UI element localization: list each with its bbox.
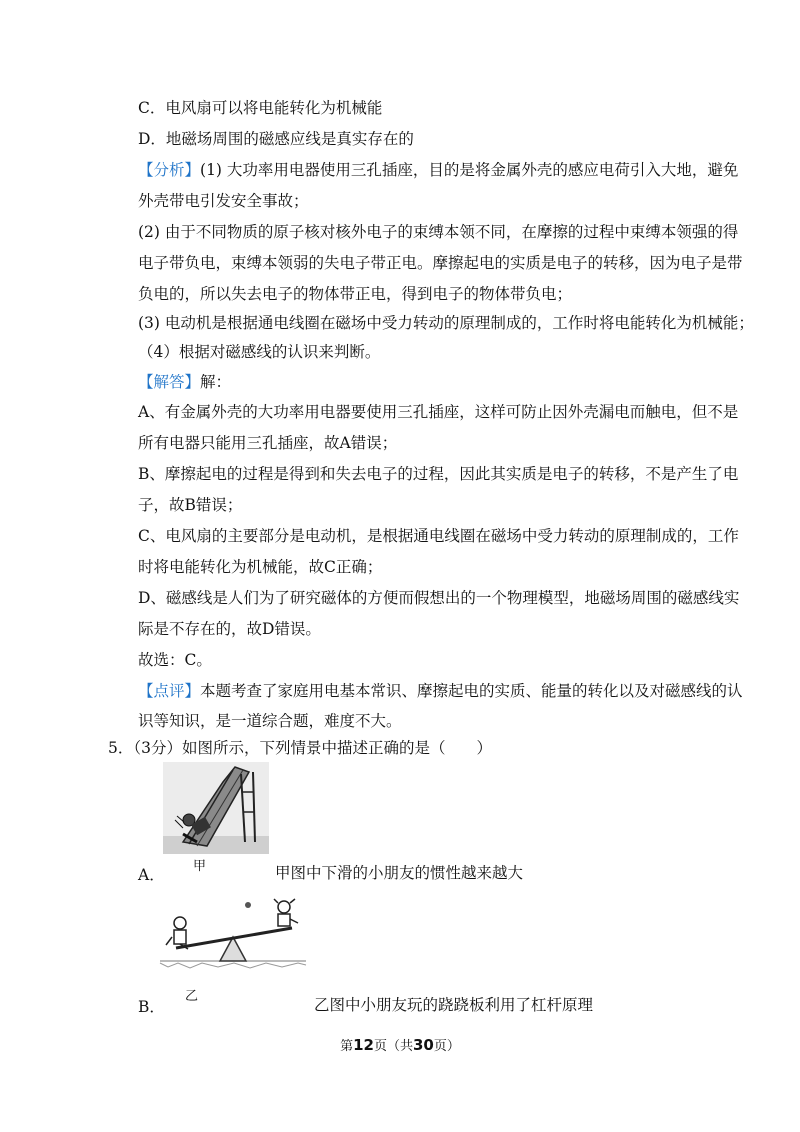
answer-b-1: B、摩擦起电的过程是得到和失去电子的过程，因此其实质是电子的转移，不是产生了电 <box>138 465 739 483</box>
analysis-line-2: 外壳带电引发安全事故； <box>138 192 309 210</box>
analysis-tag: 【分析】 <box>138 161 201 179</box>
answer-a-2: 所有电器只能用三孔插座，故A错误； <box>138 434 398 452</box>
answer-d-1: D、磁感线是人们为了研究磁体的方便而假想出的一个物理模型，地磁场周围的磁感线实 <box>138 589 740 607</box>
answer-d-2: 际是不存在的，故D错误。 <box>138 620 321 638</box>
comment-tag: 【点评】 <box>138 682 201 700</box>
comment-line-2: 识等知识，是一道综合题，难度不大。 <box>138 712 402 730</box>
footer-page-number: 12 <box>353 1036 374 1054</box>
page-footer <box>0 1035 800 1054</box>
option-a-label: A． <box>138 866 165 884</box>
footer-prefix: 第 <box>340 1039 354 1054</box>
option-c: C．电风扇可以将电能转化为机械能 <box>138 99 383 117</box>
answer-tag: 【解答】 <box>138 373 201 391</box>
seesaw-illustration <box>158 893 308 973</box>
option-a-text: 甲图中下滑的小朋友的惯性越来越大 <box>275 864 524 882</box>
answer-b-2: 子，故B错误； <box>138 496 243 514</box>
analysis-text: (1) 大功率用电器使用三孔插座，目的是将金属外壳的感应电荷引入大地，避免 <box>200 161 739 179</box>
answer-a-1: A、有金属外壳的大功率用电器要使用三孔插座，这样可防止因外壳漏电而触电，但不是 <box>138 403 739 421</box>
analysis-line-3: (2) 由于不同物质的原子核对核外电子的束缚本领不同，在摩擦的过程中束缚本领强的得 <box>138 223 739 241</box>
footer-mid: 页（共 <box>373 1039 413 1054</box>
footer-suffix: 页） <box>433 1039 460 1054</box>
analysis-line-5: 负电的，所以失去电子的物体带正电，得到电子的物体带负电； <box>138 285 573 303</box>
slide-illustration <box>163 762 269 854</box>
option-d: D．地磁场周围的磁感应线是真实存在的 <box>138 130 414 148</box>
answer-intro: 解： <box>200 373 232 391</box>
answer-line-1 <box>138 372 231 392</box>
answer-choice: 故选：C。 <box>138 651 212 669</box>
comment-text: 本题考查了家庭用电基本常识、摩擦起电的实质、能量的转化以及对磁感线的认 <box>200 682 743 700</box>
answer-c-1: C、电风扇的主要部分是电动机，是根据通电线圈在磁场中受力转动的原理制成的，工作 <box>138 527 739 545</box>
figure-jia-caption: 甲 <box>193 859 207 874</box>
answer-c-2: 时将电能转化为机械能，故C正确； <box>138 558 383 576</box>
analysis-line-1 <box>138 160 738 180</box>
figure-jia-slide <box>163 762 269 854</box>
question-5: 5．（3分）如图所示，下列情景中描述正确的是（ ） <box>108 739 492 757</box>
figure-yi-seesaw <box>158 893 308 973</box>
analysis-line-7: （4）根据对磁感线的认识来判断。 <box>138 343 381 361</box>
figure-yi-caption: 乙 <box>185 989 199 1004</box>
option-b-label: B． <box>138 998 165 1016</box>
option-b-text: 乙图中小朋友玩的跷跷板利用了杠杆原理 <box>314 996 594 1014</box>
analysis-line-4: 电子带负电，束缚本领弱的失电子带正电。摩擦起电的实质是电子的转移，因为电子是带 <box>138 254 743 272</box>
comment-line-1 <box>138 681 743 701</box>
analysis-line-6: (3) 电动机是根据通电线圈在磁场中受力转动的原理制成的，工作时将电能转化为机械能； <box>138 314 754 332</box>
footer-total-pages: 30 <box>413 1036 434 1054</box>
